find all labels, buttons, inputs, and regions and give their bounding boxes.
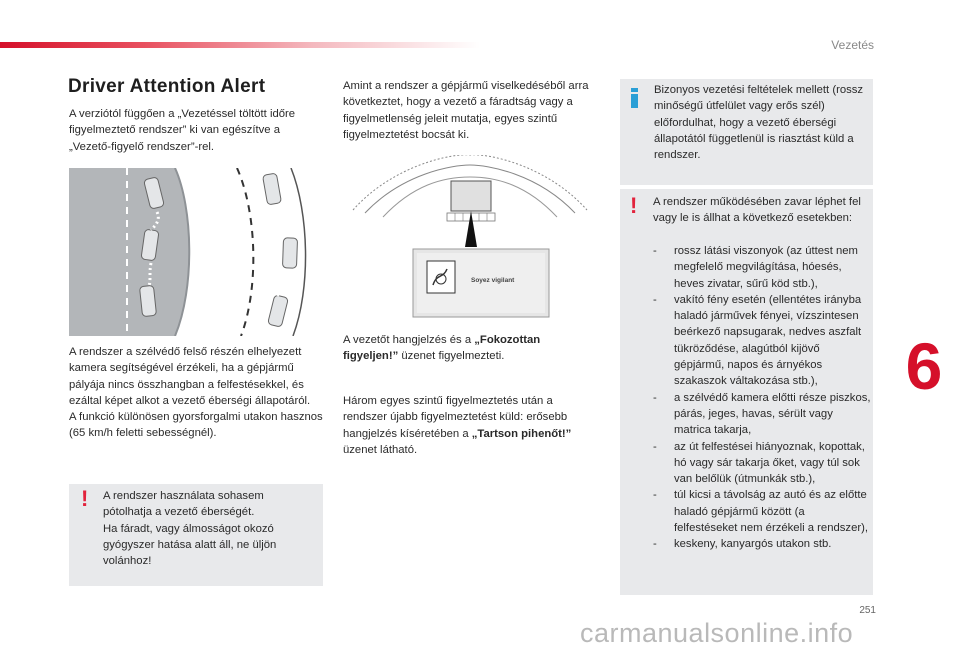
intro-paragraph: A verziótól függően a „Vezetéssel töltött időre figyelmeztető rendszer” ki van egészítve a „Vezető-figyelő rendszer”-rel. [69,108,296,153]
list-item: - a szélvédő kamera előtti része piszkos, párás, jeges, havas, sérült vagy matrica takarja, [651,390,871,439]
warning-box-driver [69,484,323,586]
road-diagram [69,168,323,336]
watermark: carmanualsonline.info [580,618,854,648]
instrument-cluster-illustration [343,155,597,323]
info-text: Bizonyos vezetési feltételek mellett (rossz minőségű útfelület vagy erős szél) előfordulhat, hogy a vezető éberségi állapotától függetlenül is riasztást küld a rendszer. [654,84,864,162]
list-item: - vakító fény esetén (ellentétes irányba haladó járművek fényei, vízszintesen beérkező napsugarak, nedves aszfalt tükröződése, alagútból kijövő gépjármű, napos és árnyékos szakaszok váltakozása stb.), [651,292,871,390]
message-tartson-pihenot: „Tartson pihenőt!” [471,427,572,440]
list-item: - az út felfestései hiányoznak, kopottak, hó vagy sár takarja őket, vagy túl sok van belőlük (útmunkák stb.), [651,439,871,488]
list-item: - túl kicsi a távolság az autó és az előtte haladó gépjármű között (a felfestéseket nem érzékeli a rendszer), [651,487,871,536]
text-fragment: üzenet figyelmezteti. [398,350,505,363]
list-item: - rossz látási viszonyok (az úttest nem megfelelő megvilágítása, hóesés, heves zivatar, sűrű köd stb.), [651,243,871,292]
warning-icon: ! [630,193,638,218]
level-one-message-paragraph [343,332,593,365]
display-message: Soyez vigilant [471,277,515,284]
chapter-number: 6 [905,329,943,403]
limitations-list [651,243,871,553]
info-icon [630,88,639,108]
camera-paragraph [69,344,323,442]
warning-text: A rendszer használata sohasem pótolhatja a vezető éberségét. Ha fáradt, vagy álmosságot okozó gyógyszer hatása alatt áll, ne üljön volánhoz! [103,490,277,568]
cluster-diagram [343,155,597,323]
lane-departure-illustration [69,168,323,336]
camera-description: A rendszer a szélvédő felső részén elhelyezett kamera segítségével érzékeli, ha a gépjármű pályája nincs összhangban a felfestésekkel, és ezáltal képet alkot a vezető éberségi állapotáról. [69,346,311,407]
warning-icon: ! [81,486,89,511]
text-fragment: Három egyes szintű figyelmeztetés után a rendszer újabb figyelmeztetést küld: erősebb hangjelzés kíséretében a [343,395,568,440]
limitations-intro: A rendszer működésében zavar léphet fel vagy le is állhat a következő esetekben: [653,196,861,225]
list-item: - keskeny, kanyargós utakon stb. [651,536,871,552]
message-fokozottan: „Fokozottan figyeljen!” [343,334,541,363]
text-fragment: üzenet látható. [343,443,418,456]
info-box [620,79,873,185]
speed-note: A funkció különösen gyorsforgalmi utakon hasznos (65 km/h feletti sebességnél). [69,411,323,440]
level-one-paragraph: Amint a rendszer a gépjármű viselkedéséből arra következtet, hogy a vezető a fáradtság vagy a figyelmetlenség jeleit mutatja, egyes szintű figyelmeztetést bocsát ki. [343,80,589,141]
section-title: Vezetés [831,38,874,52]
level-two-paragraph [343,393,593,458]
header-accent-bar [0,42,480,48]
page-title: Driver Attention Alert [68,76,266,97]
text-fragment: A vezetőt hangjelzés és a [343,334,475,346]
page-number: 251 [859,605,876,616]
warning-box-limitations [620,189,873,595]
